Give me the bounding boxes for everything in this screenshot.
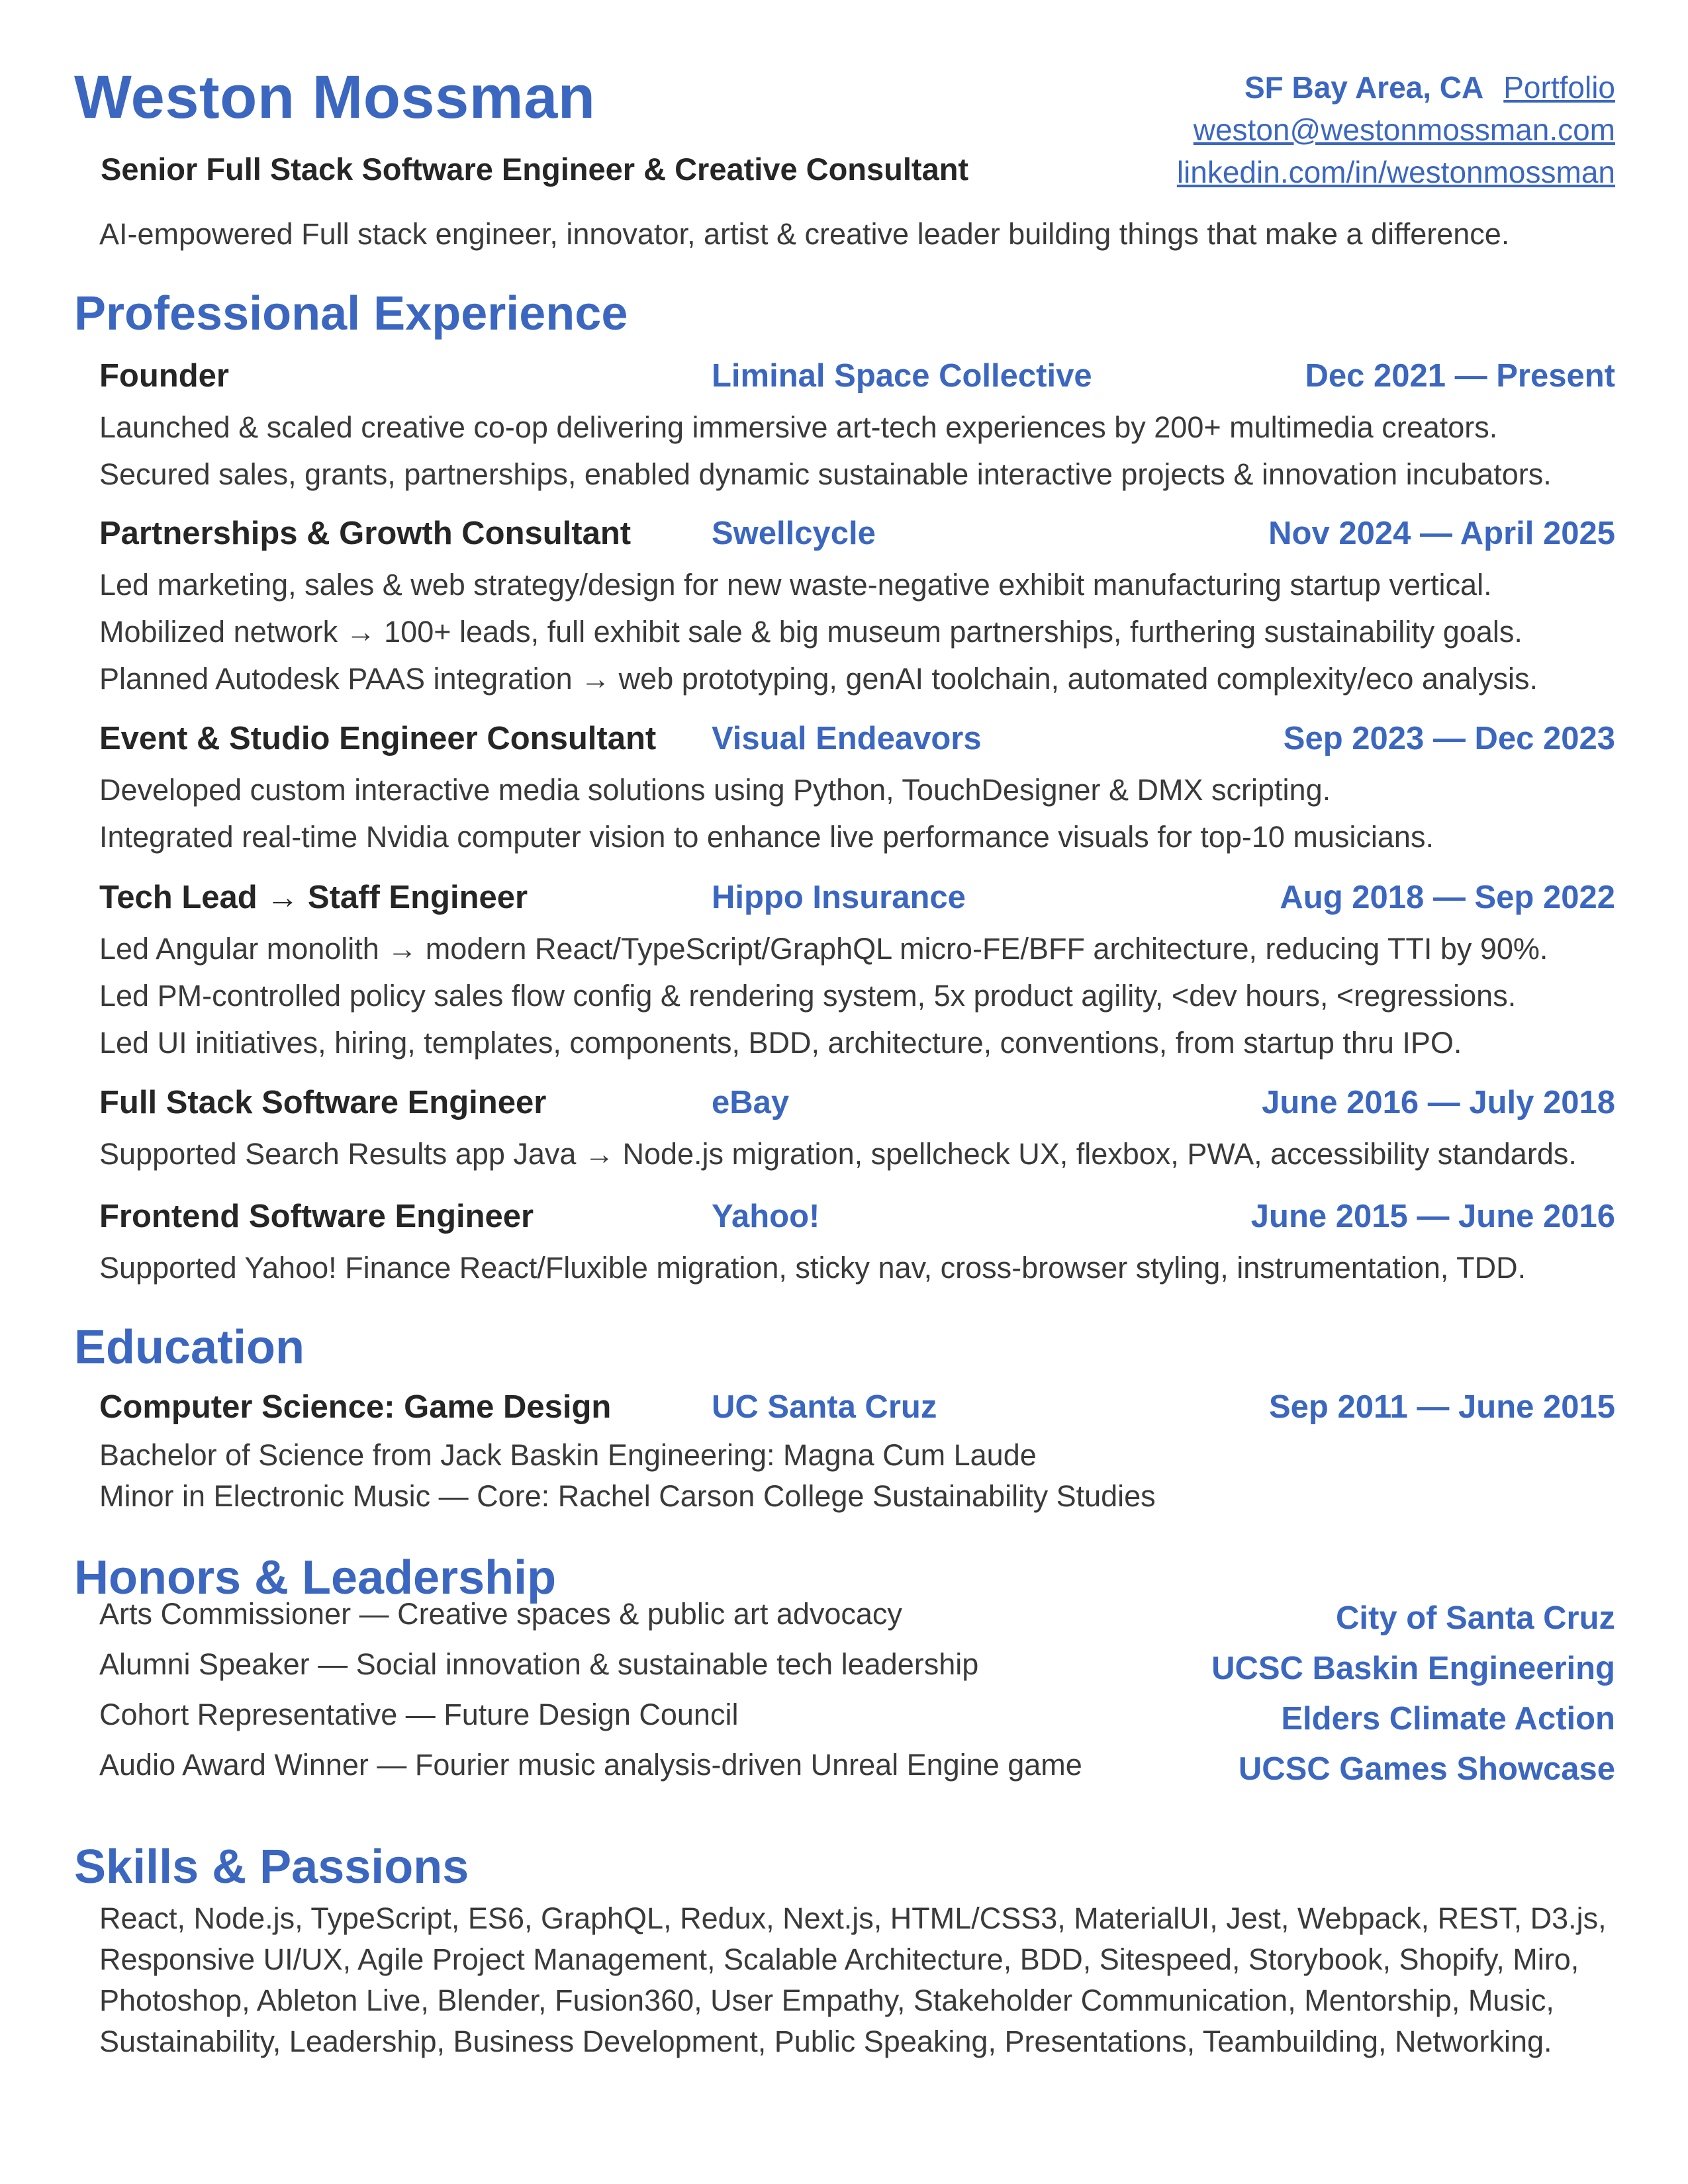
honors-heading: Honors & Leadership — [74, 1551, 557, 1604]
entry-description — [99, 1244, 1615, 1291]
location: SF Bay Area, CA — [1244, 70, 1484, 105]
skills-line: Sustainability, Leadership, Business Development, Public Speaking, Presentations, Teambuilding, Networking. — [99, 2025, 1552, 2058]
entry-description — [99, 1435, 1615, 1517]
entry-line: Supported Search Results app Java → Node.js migration, spellcheck UX, flexbox, PWA, accessibility standards. — [99, 1137, 1577, 1171]
job-dates: June 2016 — July 2018 — [1262, 1085, 1615, 1120]
entry-header — [99, 879, 1615, 920]
entry-header — [99, 1388, 1615, 1430]
entry-line: Led marketing, sales & web strategy/design for new waste-negative exhibit manufacturing startup vertical. — [99, 568, 1492, 602]
degree: Computer Science: Game Design — [99, 1389, 612, 1425]
job-dates: June 2015 — June 2016 — [1250, 1199, 1615, 1234]
job-dates: Sep 2023 — Dec 2023 — [1283, 721, 1615, 756]
candidate-name: Weston Mossman — [74, 64, 596, 131]
education-heading: Education — [74, 1321, 305, 1374]
experience-heading: Professional Experience — [74, 287, 628, 340]
entry-line: Mobilized network → 100+ leads, full exhibit sale & big museum partnerships, furthering sustainability goals. — [99, 615, 1523, 649]
entry-description — [99, 1130, 1615, 1177]
education-entry — [99, 1388, 1615, 1517]
honor-organization: Elders Climate Action — [1281, 1701, 1615, 1737]
contact-block — [1177, 66, 1615, 193]
experience-entry — [99, 1198, 1615, 1291]
job-role: Event & Studio Engineer Consultant — [99, 721, 657, 756]
honor-item — [99, 1597, 1615, 1647]
entry-line: Developed custom interactive media solutions using Python, TouchDesigner & DMX scripting. — [99, 773, 1331, 807]
portfolio-link[interactable]: Portfolio — [1503, 70, 1615, 105]
job-role: Tech Lead → Staff Engineer — [99, 880, 528, 915]
job-company: Visual Endeavors — [712, 721, 982, 756]
experience-entry — [99, 357, 1615, 498]
skills-list — [99, 1898, 1622, 2062]
entry-description — [99, 404, 1615, 498]
experience-entry — [99, 879, 1615, 1066]
skills-heading: Skills & Passions — [74, 1841, 469, 1893]
honor-description: Arts Commissioner — Creative spaces & public art advocacy — [99, 1597, 902, 1631]
experience-entry — [99, 515, 1615, 702]
job-company: Yahoo! — [712, 1199, 820, 1234]
honor-organization: UCSC Games Showcase — [1238, 1751, 1615, 1787]
entry-header — [99, 1084, 1615, 1125]
job-role: Founder — [99, 358, 229, 394]
job-company: Swellcycle — [712, 516, 876, 551]
job-dates: Aug 2018 — Sep 2022 — [1280, 880, 1615, 915]
contact-row-location — [1177, 66, 1615, 109]
contact-row-email — [1177, 109, 1615, 151]
honor-description: Audio Award Winner — Fourier music analysis-driven Unreal Engine game — [99, 1748, 1082, 1782]
entry-description — [99, 561, 1615, 702]
job-company: Hippo Insurance — [712, 880, 966, 915]
school: UC Santa Cruz — [712, 1389, 937, 1425]
honor-organization: City of Santa Cruz — [1336, 1600, 1615, 1636]
honor-description: Alumni Speaker — Social innovation & sustainable tech leadership — [99, 1647, 979, 1681]
honor-organization: UCSC Baskin Engineering — [1211, 1651, 1615, 1686]
entry-description — [99, 925, 1615, 1066]
entry-line: Bachelor of Science from Jack Baskin Engineering: Magna Cum Laude — [99, 1438, 1037, 1472]
entry-line: Led PM-controlled policy sales flow config & rendering system, 5x product agility, <dev hours, <regressions. — [99, 979, 1517, 1013]
entry-line: Secured sales, grants, partnerships, enabled dynamic sustainable interactive projects & innovation incubators. — [99, 457, 1552, 491]
entry-line: Integrated real-time Nvidia computer vision to enhance live performance visuals for top-10 musicians. — [99, 820, 1434, 854]
job-dates: Nov 2024 — April 2025 — [1268, 516, 1615, 551]
entry-description — [99, 766, 1615, 860]
entry-line: Led Angular monolith → modern React/TypeScript/GraphQL micro-FE/BFF architecture, reducing TTI by 90%. — [99, 932, 1548, 966]
entry-header — [99, 357, 1615, 398]
entry-line: Planned Autodesk PAAS integration → web prototyping, genAI toolchain, automated complexity/eco analysis. — [99, 662, 1538, 696]
job-role: Partnerships & Growth Consultant — [99, 516, 632, 551]
entry-line: Supported Yahoo! Finance React/Fluxible migration, sticky nav, cross-browser styling, instrumentation, TDD. — [99, 1251, 1526, 1285]
job-company: eBay — [712, 1085, 790, 1120]
experience-entry — [99, 720, 1615, 860]
skills-line: Responsive UI/UX, Agile Project Management, Scalable Architecture, BDD, Sitespeed, Storybook, Shopify, Miro, — [99, 1942, 1579, 1976]
entry-line: Led UI initiatives, hiring, templates, components, BDD, architecture, conventions, from startup thru IPO. — [99, 1026, 1462, 1060]
linkedin-link[interactable]: linkedin.com/in/westonmossman — [1176, 155, 1615, 189]
job-role: Full Stack Software Engineer — [99, 1085, 547, 1120]
experience-entry — [99, 1084, 1615, 1177]
education-dates: Sep 2011 — June 2015 — [1269, 1389, 1615, 1425]
entry-header — [99, 720, 1615, 761]
honors-list — [99, 1597, 1615, 1798]
honor-item — [99, 1698, 1615, 1748]
skills-line: Photoshop, Ableton Live, Blender, Fusion360, User Empathy, Stakeholder Communication, Mentorship, Music, — [99, 1983, 1554, 2017]
honor-item — [99, 1647, 1615, 1698]
entry-line: Minor in Electronic Music — Core: Rachel Carson College Sustainability Studies — [99, 1479, 1156, 1513]
job-company: Liminal Space Collective — [712, 358, 1092, 394]
entry-header — [99, 515, 1615, 556]
entry-header — [99, 1198, 1615, 1239]
skills-line: React, Node.js, TypeScript, ES6, GraphQL, Redux, Next.js, HTML/CSS3, MaterialUI, Jest, Webpack, REST, D3.js, — [99, 1901, 1607, 1935]
email-link[interactable]: weston@westonmossman.com — [1193, 113, 1615, 147]
contact-row-linkedin — [1177, 151, 1615, 193]
summary: AI-empowered Full stack engineer, innovator, artist & creative leader building things that make a difference. — [99, 217, 1510, 251]
honor-description: Cohort Representative — Future Design Council — [99, 1698, 739, 1731]
job-role: Frontend Software Engineer — [99, 1199, 534, 1234]
entry-line: Launched & scaled creative co-op delivering immersive art-tech experiences by 200+ multimedia creators. — [99, 410, 1498, 444]
honor-item — [99, 1748, 1615, 1798]
job-dates: Dec 2021 — Present — [1305, 358, 1615, 394]
candidate-title: Senior Full Stack Software Engineer & Creative Consultant — [101, 152, 969, 187]
